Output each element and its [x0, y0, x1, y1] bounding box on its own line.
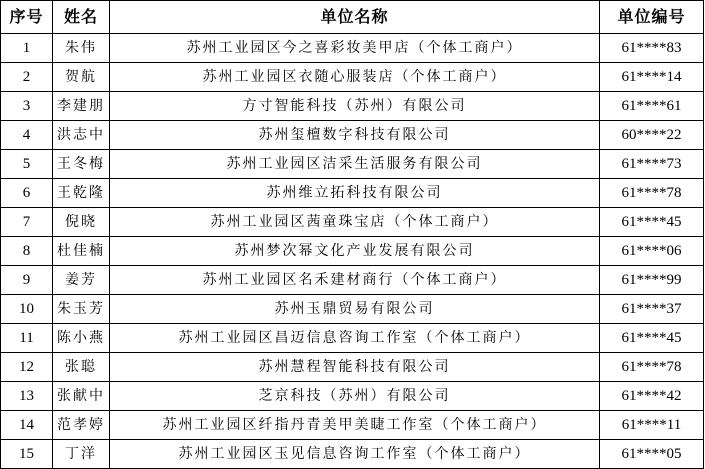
unit-name-cell: 苏州工业园区衣随心服装店（个体工商户） — [110, 63, 600, 92]
table-body — [1, 34, 704, 469]
table-row — [1, 353, 704, 382]
name-cell: 张聪 — [53, 353, 110, 382]
unit-code-cell: 61****37 — [600, 295, 704, 324]
unit-name-cell: 苏州玺檀数字科技有限公司 — [110, 121, 600, 150]
table-row — [1, 266, 704, 295]
unit-code-cell: 61****11 — [600, 411, 704, 440]
unit-name-cell: 苏州工业园区纤指丹青美甲美睫工作室（个体工商户） — [110, 411, 600, 440]
unit-code-cell: 61****83 — [600, 34, 704, 63]
table-row — [1, 295, 704, 324]
unit-code-cell: 60****22 — [600, 121, 704, 150]
table-row — [1, 382, 704, 411]
table-row — [1, 92, 704, 121]
table-row — [1, 324, 704, 353]
name-cell: 丁洋 — [53, 440, 110, 469]
name-cell: 倪晓 — [53, 208, 110, 237]
unit-name-cell: 苏州工业园区洁采生活服务有限公司 — [110, 150, 600, 179]
unit-code-cell: 61****06 — [600, 237, 704, 266]
unit-name-cell: 芝京科技（苏州）有限公司 — [110, 382, 600, 411]
seq-cell: 7 — [1, 208, 53, 237]
unit-code-cell: 61****45 — [600, 324, 704, 353]
header-unit-code: 单位编号 — [600, 1, 704, 34]
unit-name-cell: 苏州工业园区昌迈信息咨询工作室（个体工商户） — [110, 324, 600, 353]
unit-name-cell: 苏州工业园区今之喜彩妆美甲店（个体工商户） — [110, 34, 600, 63]
unit-code-cell: 61****42 — [600, 382, 704, 411]
unit-code-cell: 61****45 — [600, 208, 704, 237]
name-cell: 杜佳楠 — [53, 237, 110, 266]
seq-cell: 4 — [1, 121, 53, 150]
table-row — [1, 63, 704, 92]
table-row — [1, 411, 704, 440]
unit-name-cell: 苏州工业园区名禾建材商行（个体工商户） — [110, 266, 600, 295]
table-row — [1, 121, 704, 150]
seq-cell: 8 — [1, 237, 53, 266]
unit-name-cell: 苏州慧程智能科技有限公司 — [110, 353, 600, 382]
seq-cell: 1 — [1, 34, 53, 63]
unit-name-cell: 苏州工业园区玉见信息咨询工作室（个体工商户） — [110, 440, 600, 469]
seq-cell: 13 — [1, 382, 53, 411]
table-row — [1, 237, 704, 266]
unit-code-cell: 61****99 — [600, 266, 704, 295]
seq-cell: 14 — [1, 411, 53, 440]
table-row — [1, 150, 704, 179]
seq-cell: 6 — [1, 179, 53, 208]
name-cell: 洪志中 — [53, 121, 110, 150]
table-row — [1, 179, 704, 208]
name-cell: 姜芳 — [53, 266, 110, 295]
table-row — [1, 440, 704, 469]
name-cell: 贺航 — [53, 63, 110, 92]
table-header — [1, 1, 704, 34]
name-cell: 朱玉芳 — [53, 295, 110, 324]
unit-code-cell: 61****61 — [600, 92, 704, 121]
header-name: 姓名 — [53, 1, 110, 34]
header-unit-name: 单位名称 — [110, 1, 600, 34]
unit-name-cell: 苏州玉鼎贸易有限公司 — [110, 295, 600, 324]
unit-code-cell: 61****73 — [600, 150, 704, 179]
seq-cell: 11 — [1, 324, 53, 353]
name-cell: 王乾隆 — [53, 179, 110, 208]
name-cell: 陈小燕 — [53, 324, 110, 353]
name-cell: 李建朋 — [53, 92, 110, 121]
header-row — [1, 1, 704, 34]
seq-cell: 3 — [1, 92, 53, 121]
seq-cell: 15 — [1, 440, 53, 469]
table-row — [1, 208, 704, 237]
unit-code-cell: 61****14 — [600, 63, 704, 92]
name-cell: 王冬梅 — [53, 150, 110, 179]
seq-cell: 9 — [1, 266, 53, 295]
seq-cell: 10 — [1, 295, 53, 324]
name-cell: 范孝婷 — [53, 411, 110, 440]
unit-code-cell: 61****78 — [600, 353, 704, 382]
table-row — [1, 34, 704, 63]
seq-cell: 12 — [1, 353, 53, 382]
unit-name-cell: 苏州梦次幂文化产业发展有限公司 — [110, 237, 600, 266]
unit-code-cell: 61****05 — [600, 440, 704, 469]
unit-name-cell: 苏州工业园区茜童珠宝店（个体工商户） — [110, 208, 600, 237]
unit-name-cell: 方寸智能科技（苏州）有限公司 — [110, 92, 600, 121]
unit-name-cell: 苏州维立拓科技有限公司 — [110, 179, 600, 208]
unit-code-cell: 61****78 — [600, 179, 704, 208]
name-cell: 张献中 — [53, 382, 110, 411]
header-seq: 序号 — [1, 1, 53, 34]
seq-cell: 2 — [1, 63, 53, 92]
seq-cell: 5 — [1, 150, 53, 179]
name-cell: 朱伟 — [53, 34, 110, 63]
